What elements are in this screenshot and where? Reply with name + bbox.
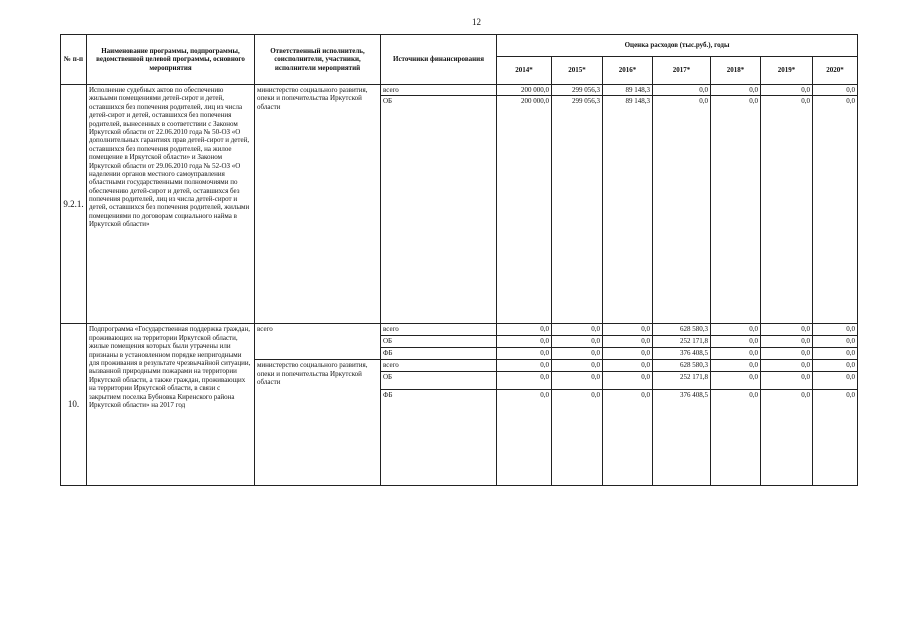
cell-value: 0,0	[497, 390, 552, 486]
header-source: Источники финансирования	[381, 35, 497, 85]
cell-value: 0,0	[711, 348, 761, 360]
cell-value: 0,0	[552, 372, 603, 390]
cell-value: 0,0	[711, 96, 761, 324]
header-year: 2017*	[653, 57, 711, 85]
cell-value: 628 580,3	[653, 324, 711, 336]
header-year: 2015*	[552, 57, 603, 85]
cell-value: 0,0	[552, 390, 603, 486]
row-name: Исполнение судебных актов по обеспечению жильыми помещениями детей-сирот и детей, оставшихся без попечения родителей, лиц из числа детей-сирот и детей, оставшихся без попечения родителей, вынесенных в соответствии с Законом Иркутской области от 22.06.2010 года № 50-ОЗ «О дополнительных гарантиях прав детей-сирот и детей, оставшихся без попечения родителей, на жилое помещение в Иркутской области» и Законом Иркутской области от 29.06.2010 года № 52-ОЗ «О наделении органов местного самоуправления областными государственными полномочиями по обеспечению детей-сирот и детей, оставшихся без попечения родителей, лиц из числа детей-сирот и детей, оставшихся без попечения родителей, жилыми помещениями по договорам социального найма в Иркутской области»	[87, 85, 255, 324]
cell-value: 0,0	[761, 360, 813, 372]
cell-value: 89 148,3	[603, 85, 653, 96]
cell-value: 0,0	[813, 360, 858, 372]
cell-value: 0,0	[603, 372, 653, 390]
cell-value: 0,0	[653, 96, 711, 324]
cell-value: 0,0	[552, 360, 603, 372]
header-name: Наименование программы, подпрограммы, ведомственной целевой программы, основного мероприятия	[87, 35, 255, 85]
page-number: 12	[472, 17, 481, 27]
cell-value: 376 408,5	[653, 390, 711, 486]
header-executor: Ответственный исполнитель, соисполнители, участники, исполнители мероприятий	[255, 35, 381, 85]
cell-value: 0,0	[603, 390, 653, 486]
cell-value: 0,0	[761, 324, 813, 336]
cell-value: 0,0	[497, 372, 552, 390]
cell-value: 0,0	[813, 85, 858, 96]
cell-value: 0,0	[711, 390, 761, 486]
row-source: ФБ	[381, 348, 497, 360]
header-year: 2020*	[813, 57, 858, 85]
cell-value: 0,0	[603, 360, 653, 372]
cell-value: 0,0	[813, 336, 858, 348]
cell-value: 0,0	[761, 336, 813, 348]
cell-value: 0,0	[552, 324, 603, 336]
cell-value: 0,0	[761, 372, 813, 390]
header-year: 2014*	[497, 57, 552, 85]
cell-value: 0,0	[653, 85, 711, 96]
row-source: ФБ	[381, 390, 497, 486]
header-estimate: Оценка расходов (тыс.руб.), годы	[497, 35, 858, 57]
cell-value: 628 580,3	[653, 360, 711, 372]
cell-value: 200 000,0	[497, 96, 552, 324]
cell-value: 0,0	[711, 324, 761, 336]
cell-value: 0,0	[711, 85, 761, 96]
cell-value: 0,0	[603, 348, 653, 360]
row-source: всего	[381, 85, 497, 96]
cell-value: 0,0	[711, 336, 761, 348]
header-year: 2016*	[603, 57, 653, 85]
cell-value: 0,0	[761, 96, 813, 324]
row-source: ОБ	[381, 336, 497, 348]
header-number: № п-п	[61, 35, 87, 85]
cell-value: 0,0	[497, 336, 552, 348]
cell-value: 0,0	[711, 372, 761, 390]
cell-value: 89 148,3	[603, 96, 653, 324]
cell-value: 0,0	[813, 96, 858, 324]
row-code: 10.	[61, 324, 87, 486]
cell-value: 299 056,3	[552, 85, 603, 96]
cell-value: 0,0	[552, 336, 603, 348]
cell-value: 0,0	[497, 324, 552, 336]
cell-value: 0,0	[761, 85, 813, 96]
row-code: 9.2.1.	[61, 85, 87, 324]
cell-value: 0,0	[711, 360, 761, 372]
row-source: всего	[381, 324, 497, 336]
budget-table	[60, 34, 858, 486]
cell-value: 376 408,5	[653, 348, 711, 360]
row-source: ОБ	[381, 96, 497, 324]
row-executor: всего	[255, 324, 381, 360]
cell-value: 252 171,8	[653, 372, 711, 390]
cell-value: 0,0	[813, 390, 858, 486]
cell-value: 299 056,3	[552, 96, 603, 324]
header-year: 2018*	[711, 57, 761, 85]
row-name: Подпрограмма «Государственная поддержка граждан, проживающих на территории Иркутской области, жилые помещения которых были утрачены или признаны в установленном порядке непригодными для проживания в результате чрезвычайной ситуации, вызванной природными пожарами на территории Иркутской области, а также граждан, проживающих на территории Иркутской области, в связи с закрытием поселка Бубновка Киренского района Иркутской области» на 2017 год	[87, 324, 255, 486]
cell-value: 0,0	[603, 336, 653, 348]
table-row	[61, 85, 858, 96]
row-executor: министерство социального развития, опеки и попечительства Иркутской области	[255, 85, 381, 324]
cell-value: 200 000,0	[497, 85, 552, 96]
cell-value: 0,0	[813, 324, 858, 336]
cell-value: 0,0	[552, 348, 603, 360]
row-source: ОБ	[381, 372, 497, 390]
cell-value: 0,0	[497, 348, 552, 360]
cell-value: 252 171,8	[653, 336, 711, 348]
row-source: всего	[381, 360, 497, 372]
row-executor: министерство социального развития, опеки и попечительства Иркутской области	[255, 360, 381, 486]
cell-value: 0,0	[603, 324, 653, 336]
header-year: 2019*	[761, 57, 813, 85]
cell-value: 0,0	[761, 390, 813, 486]
cell-value: 0,0	[497, 360, 552, 372]
cell-value: 0,0	[813, 348, 858, 360]
table-row	[61, 324, 858, 336]
cell-value: 0,0	[813, 372, 858, 390]
cell-value: 0,0	[761, 348, 813, 360]
